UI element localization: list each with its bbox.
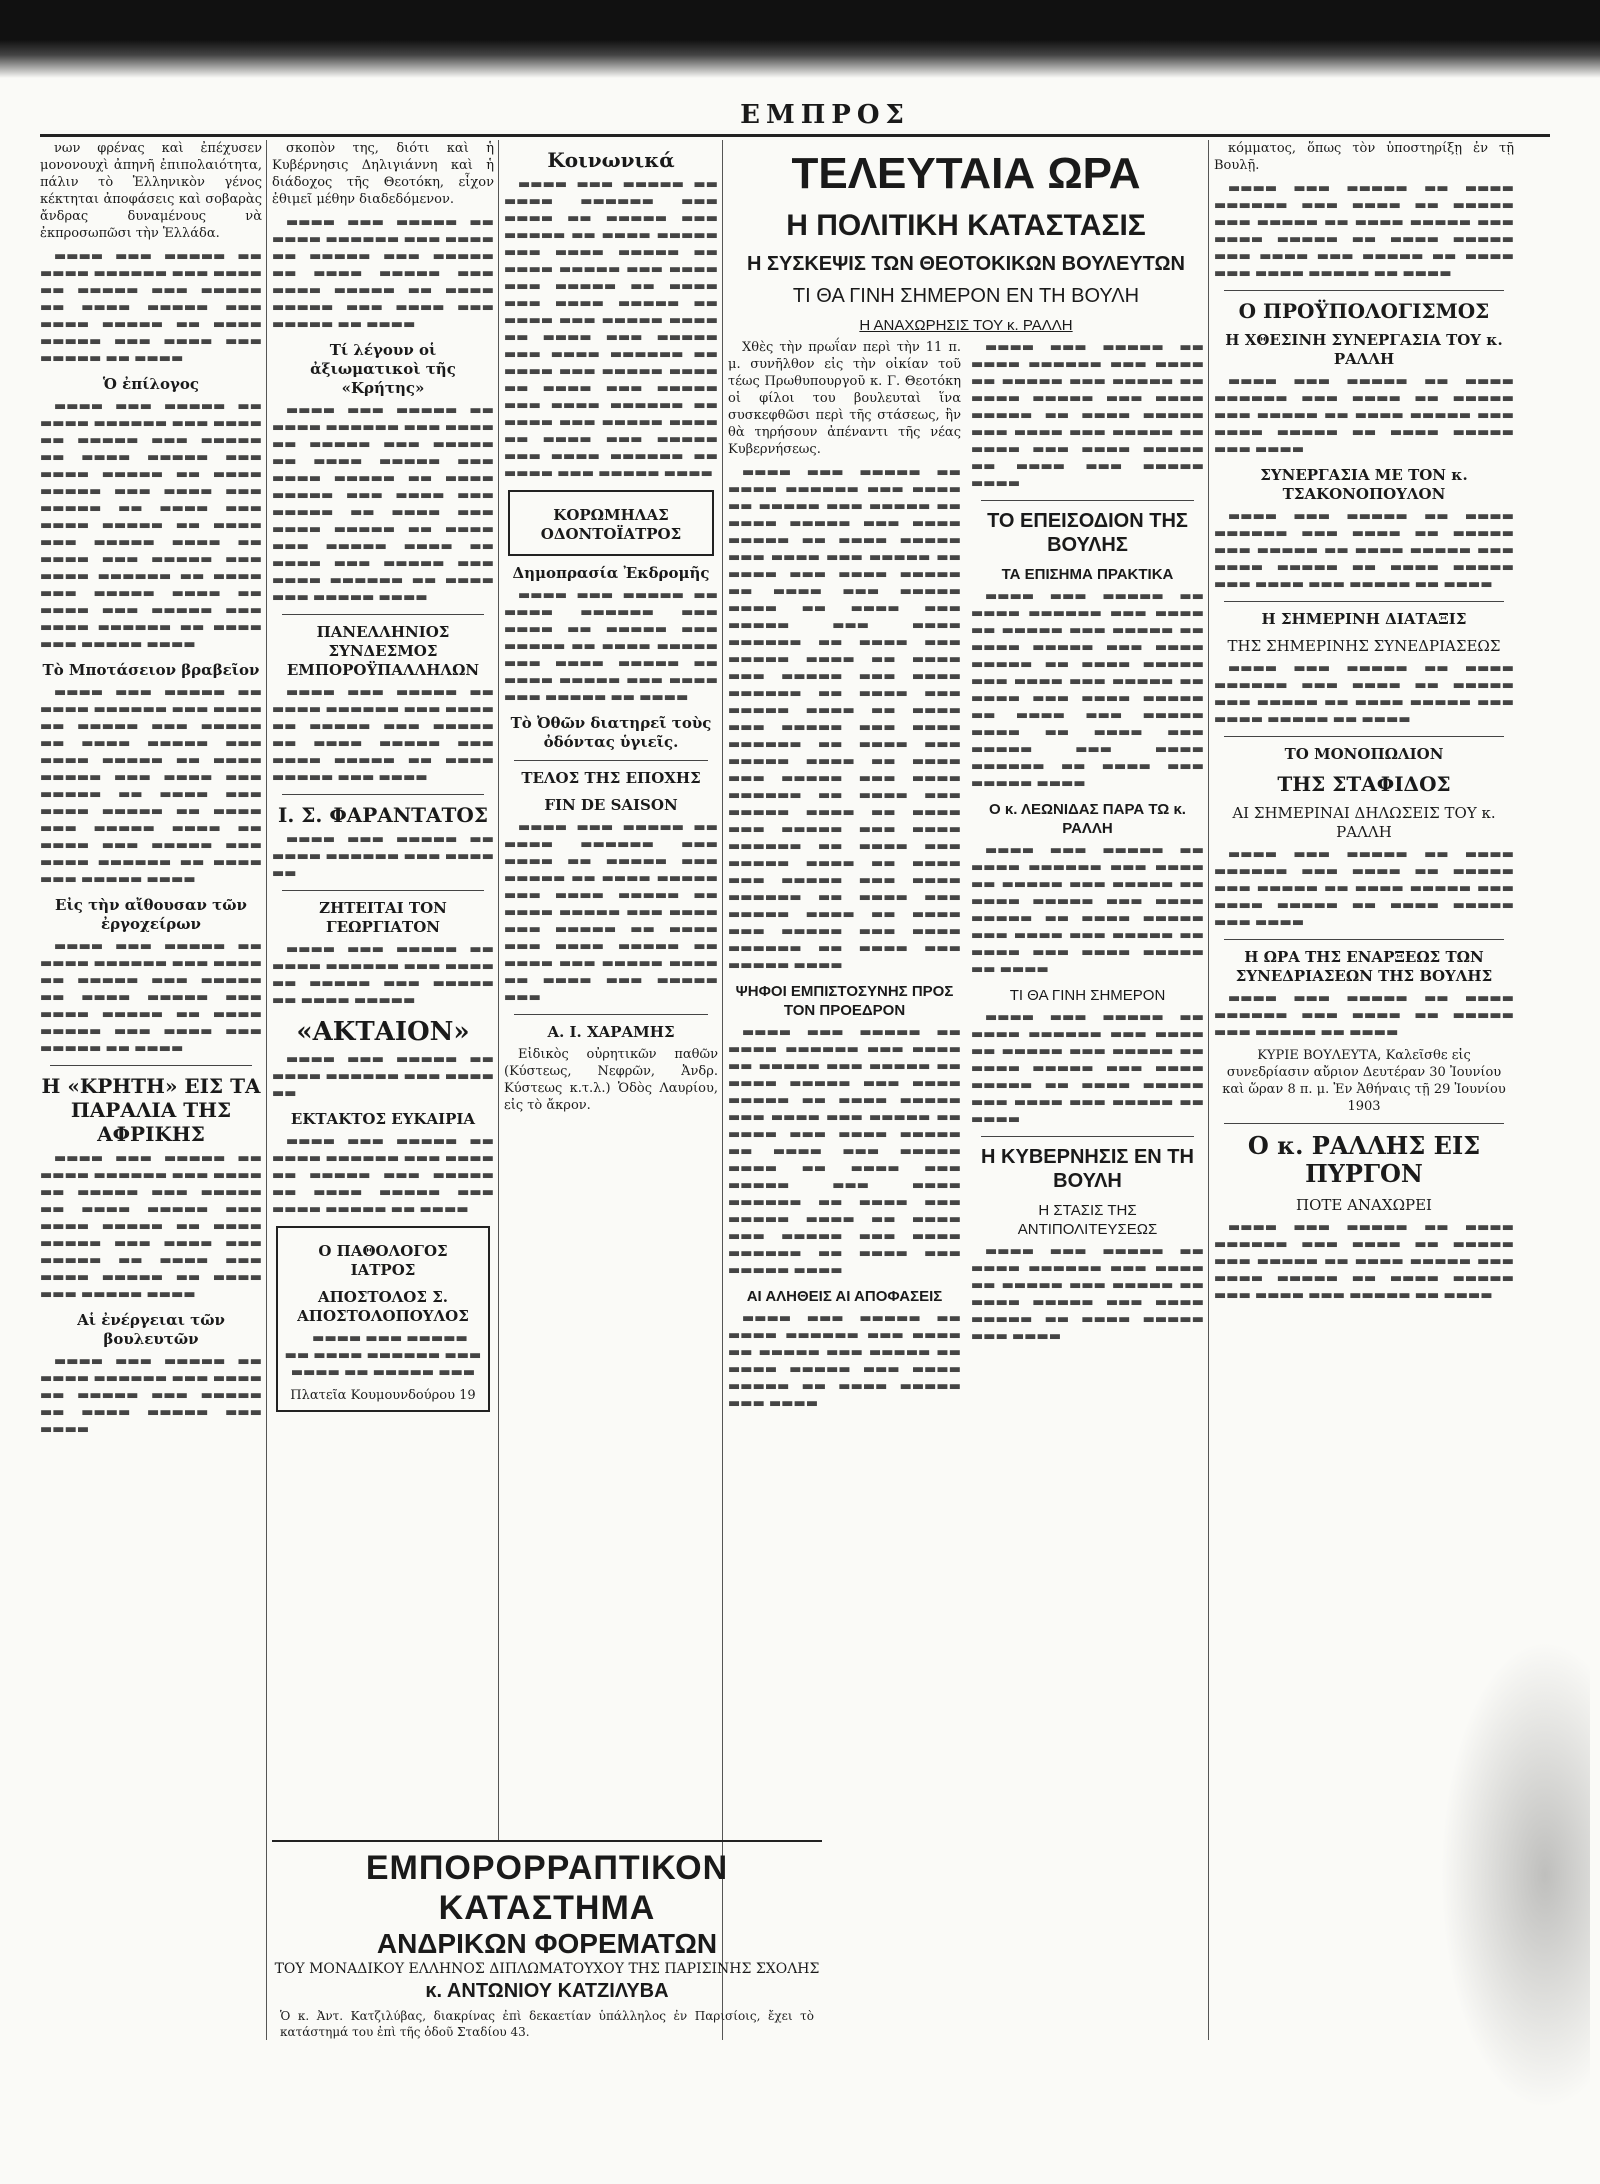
col1-filler-text: ▬▬▬▬ ▬▬▬ ▬▬▬▬▬ ▬▬ ▬▬▬▬ ▬▬▬▬▬▬ ▬▬▬ ▬▬▬▬ ▬▬ ▬▬▬▬▬ ▬▬▬ ▬▬▬▬▬ ▬▬ ▬▬▬▬ ▬▬▬▬▬ ▬▬▬ ▬▬▬▬ ▬▬▬▬▬ ▬▬ ▬▬▬▬ ▬▬▬▬▬ ▬▬▬ ▬▬▬▬ ▬▬▬ ▬▬▬▬▬ ▬▬ ▬▬▬▬ [40,249,262,366]
col1-filler-text: ▬▬▬▬ ▬▬▬ ▬▬▬▬▬ ▬▬ ▬▬▬▬ ▬▬▬▬▬▬ ▬▬▬ ▬▬▬▬ ▬▬ ▬▬▬▬▬ ▬▬▬ ▬▬▬▬▬ ▬▬ ▬▬▬▬ ▬▬▬▬▬ ▬▬▬ ▬▬▬▬ ▬▬▬▬▬ ▬▬ ▬▬▬▬ ▬▬▬▬▬ ▬▬▬ ▬▬▬▬ ▬▬▬ ▬▬▬▬▬ ▬▬ ▬▬▬▬ [40,939,262,1056]
right-heading-agenda: Η ΣΗΜΕΡΙΝΗ ΔΙΑΤΑΞΙΣ [1261,610,1467,628]
column-1 [40,140,262,2060]
central-lead: Χθὲς τὴν πρωΐαν περὶ τὴν 11 π. μ. συνῆλθον εἰς τὴν οἰκίαν τοῦ τέως Πρωθυπουργοῦ κ. Γ. Θεοτόκη οἱ φίλοι του βουλευταὶ ἵνα συσκεφθῶσι περὶ τῆς στάσεως, ἣν θὰ τηρήσουν ἀπέναντι τῆς νέας Κυβερνήσεως. [728,340,961,457]
central-heading-opposition: Η ΣΤΑΣΙΣ ΤΗΣ ΑΝΤΙΠΟΛΙΤΕΥΣΕΩΣ [1017,1202,1158,1238]
central-filler-text: ▬▬▬▬ ▬▬▬ ▬▬▬▬▬ ▬▬ ▬▬▬▬ ▬▬▬▬▬▬ ▬▬▬ ▬▬▬▬ ▬▬ ▬▬▬▬▬ ▬▬▬ ▬▬▬▬▬ ▬▬ ▬▬▬▬ ▬▬▬▬▬ ▬▬▬ ▬▬▬▬ ▬▬▬▬▬ ▬▬ ▬▬▬▬ ▬▬▬▬▬ ▬▬▬ ▬▬▬▬ ▬▬▬ ▬▬▬▬▬ ▬▬ ▬▬▬▬ [971,1010,1204,1127]
right-filler-text: ▬▬▬▬ ▬▬▬ ▬▬▬▬▬ ▬▬ ▬▬▬▬ ▬▬▬▬▬▬ ▬▬▬ ▬▬▬▬ ▬▬ ▬▬▬▬▬ ▬▬▬ ▬▬▬▬▬ ▬▬ ▬▬▬▬ ▬▬▬▬▬ ▬▬▬ ▬▬▬▬ ▬▬▬▬▬ ▬▬ ▬▬▬▬ [1214,661,1514,727]
col2-divider [282,614,484,615]
central-heading-leonidas: Ο κ. ΛΕΩΝΙΔΑΣ ΠΑΡΑ ΤΩ κ. ΡΑΛΛΗ [989,801,1186,837]
col2-divider [282,890,484,891]
right-intro: κόμματος, ὅπως τὸν ὑποστηρίξῃ ἐν τῇ Βουλῇ. [1214,141,1514,173]
right-divider [1224,601,1504,602]
right-heading-currants: ΤΗΣ ΣΤΑΦΙΔΟΣ [1277,772,1451,796]
col2-divider [282,794,484,795]
col2-heading-officers: Τί λέγουν οἱ ἀξιωματικοὶ τῆς «Κρήτης» [310,341,456,397]
col2-filler-text: ▬▬▬▬ ▬▬▬ ▬▬▬▬▬ ▬▬ ▬▬▬▬ ▬▬▬▬▬▬ ▬▬▬ ▬▬▬▬ ▬▬ [272,1052,494,1101]
col2-filler-text: ▬▬▬▬ ▬▬▬ ▬▬▬▬▬ ▬▬ ▬▬▬▬ ▬▬▬▬▬▬ ▬▬▬ ▬▬▬▬ ▬▬ ▬▬▬▬▬ ▬▬▬ ▬▬▬▬▬ ▬▬ ▬▬▬▬ ▬▬▬▬▬ [272,942,494,1008]
central-filler-text: ▬▬▬▬ ▬▬▬ ▬▬▬▬▬ ▬▬ ▬▬▬▬ ▬▬▬▬▬▬ ▬▬▬ ▬▬▬▬ ▬▬ ▬▬▬▬▬ ▬▬▬ ▬▬▬▬▬ ▬▬ ▬▬▬▬ ▬▬▬▬▬ ▬▬▬ ▬▬▬▬ ▬▬▬▬▬ ▬▬ ▬▬▬▬ ▬▬▬▬▬ ▬▬▬ ▬▬▬▬ [728,1311,961,1411]
central-section [728,140,1204,2060]
central-heading-today: ΤΙ ΘΑ ΓΙΝΗ ΣΗΜΕΡΟΝ ΕΝ ΤΗ ΒΟΥΛΗ [792,285,1140,307]
column-rule [1208,140,1209,2040]
col3-dentist-ad [508,490,714,556]
tailor-ad-line2: ΑΝΔΡΙΚΩΝ ΦΟΡΕΜΑΤΩΝ [376,1928,718,1959]
right-filler-text: ▬▬▬▬ ▬▬▬ ▬▬▬▬▬ ▬▬ ▬▬▬▬ ▬▬▬▬▬▬ ▬▬▬ ▬▬▬▬ ▬▬ ▬▬▬▬▬ ▬▬▬ ▬▬▬▬▬ ▬▬ ▬▬▬▬ ▬▬▬▬▬ ▬▬▬ ▬▬▬▬ ▬▬▬▬▬ ▬▬ ▬▬▬▬ ▬▬▬▬▬ ▬▬▬ ▬▬▬▬ ▬▬▬ ▬▬▬▬▬ ▬▬ ▬▬▬▬ ▬▬▬ ▬▬▬▬ ▬▬▬▬▬ ▬▬ ▬▬▬▬ [1214,181,1514,281]
right-filler-text: ▬▬▬▬ ▬▬▬ ▬▬▬▬▬ ▬▬ ▬▬▬▬ ▬▬▬▬▬▬ ▬▬▬ ▬▬▬▬ ▬▬ ▬▬▬▬▬ ▬▬▬ ▬▬▬▬▬ ▬▬ ▬▬▬▬ [1214,991,1514,1040]
col2-filler-text: ▬▬▬▬ ▬▬▬ ▬▬▬▬▬ ▬▬ ▬▬▬▬ ▬▬▬▬▬▬ ▬▬▬ ▬▬▬▬ ▬▬ ▬▬▬▬▬ ▬▬▬ ▬▬▬▬▬ ▬▬ ▬▬▬▬ ▬▬▬▬▬ ▬▬▬ ▬▬▬▬ ▬▬▬▬▬ ▬▬ ▬▬▬▬ ▬▬▬▬▬ ▬▬▬ ▬▬▬▬ ▬▬▬ ▬▬▬▬▬ ▬▬ ▬▬▬▬ [272,215,494,332]
col3-filler-text: ▬▬▬▬ ▬▬▬ ▬▬▬▬▬ ▬▬ ▬▬▬▬ ▬▬▬▬▬▬ ▬▬▬ ▬▬▬▬ ▬▬ ▬▬▬▬▬ ▬▬▬ ▬▬▬▬▬ ▬▬ ▬▬▬▬ ▬▬▬▬▬ ▬▬▬ ▬▬▬▬ ▬▬▬▬▬ ▬▬ ▬▬▬▬ ▬▬▬▬▬ ▬▬▬ ▬▬▬▬ ▬▬▬ ▬▬▬▬▬ ▬▬ ▬▬▬▬ ▬▬▬ ▬▬▬▬ ▬▬▬▬▬ ▬▬ ▬▬▬▬ ▬▬▬ ▬▬▬▬▬ ▬▬▬▬ ▬▬ ▬▬▬▬ ▬▬▬ ▬▬▬▬▬ ▬▬▬ ▬▬▬▬ ▬▬▬▬▬▬ ▬▬ ▬▬▬▬ ▬▬▬ ▬▬▬▬▬ ▬▬▬▬ ▬▬ ▬▬▬▬ ▬▬▬ ▬▬▬▬▬ ▬▬▬ ▬▬▬▬ ▬▬▬▬▬▬ ▬▬ ▬▬▬▬ ▬▬▬ ▬▬▬▬▬ ▬▬▬▬ ▬▬ ▬▬▬▬ ▬▬▬ ▬▬▬▬▬ ▬▬▬ ▬▬▬▬ ▬▬▬▬▬▬ ▬▬ ▬▬▬▬ ▬▬▬ ▬▬▬▬▬ ▬▬▬▬ [504,177,718,481]
central-filler-text: ▬▬▬▬ ▬▬▬ ▬▬▬▬▬ ▬▬ ▬▬▬▬ ▬▬▬▬▬▬ ▬▬▬ ▬▬▬▬ ▬▬ ▬▬▬▬▬ ▬▬▬ ▬▬▬▬▬ ▬▬ ▬▬▬▬ ▬▬▬▬▬ ▬▬▬ ▬▬▬▬ ▬▬▬▬▬ ▬▬ ▬▬▬▬ ▬▬▬▬▬ ▬▬▬ ▬▬▬▬ ▬▬▬ ▬▬▬▬▬ ▬▬ ▬▬▬▬ ▬▬▬ ▬▬▬▬ ▬▬▬▬▬ ▬▬ ▬▬▬▬ ▬▬▬ ▬▬▬▬▬ ▬▬▬▬ [971,340,1204,491]
tailor-ad-line1: ΕΜΠΟΡΟΡΡΑΠΤΙΚΟΝ ΚΑΤΑΣΤΗΜΑ [365,1849,729,1927]
central-heading-votes: ΨΗΦΟΙ ΕΜΠΙΣΤΟΣΥΝΗΣ ΠΡΟΣ ΤΟΝ ΠΡΟΕΔΡΟΝ [735,983,954,1019]
doctor-ad-filler: ▬▬▬▬ ▬▬▬ ▬▬▬▬▬ ▬▬ ▬▬▬▬ ▬▬▬▬▬▬ ▬▬▬ ▬▬▬▬ ▬▬ ▬▬▬▬▬ ▬▬▬ [284,1331,482,1380]
right-filler-text: ▬▬▬▬ ▬▬▬ ▬▬▬▬▬ ▬▬ ▬▬▬▬ ▬▬▬▬▬▬ ▬▬▬ ▬▬▬▬ ▬▬ ▬▬▬▬▬ ▬▬▬ ▬▬▬▬▬ ▬▬ ▬▬▬▬ ▬▬▬▬▬ ▬▬▬ ▬▬▬▬ ▬▬▬▬▬ ▬▬ ▬▬▬▬ ▬▬▬▬▬ ▬▬▬ ▬▬▬▬ ▬▬▬ ▬▬▬▬▬ ▬▬ ▬▬▬▬ [1214,509,1514,592]
central-heading-last-hour: ΤΕΛΕΥΤΑΙΑ ΩΡΑ [791,149,1141,198]
col2-filler-text: ▬▬▬▬ ▬▬▬ ▬▬▬▬▬ ▬▬ ▬▬▬▬ ▬▬▬▬▬▬ ▬▬▬ ▬▬▬▬ ▬▬ ▬▬▬▬▬ ▬▬▬ ▬▬▬▬▬ ▬▬ ▬▬▬▬ ▬▬▬▬▬ ▬▬▬ ▬▬▬▬ ▬▬▬▬▬ ▬▬ ▬▬▬▬ [272,1134,494,1217]
central-heading-meeting: Η ΣΥΣΚΕΨΙΣ ΤΩΝ ΘΕΟΤΟΚΙΚΩΝ ΒΟΥΛΕΥΤΩΝ [747,253,1185,275]
column-2 [272,140,494,1830]
right-divider [1224,1123,1504,1124]
doctor-ad-name: ΑΠΟΣΤΟΛΟΣ Σ. ΑΠΟΣΤΟΛΟΠΟΥΛΟΣ [297,1288,469,1325]
central-heading-episode: ΤΟ ΕΠΕΙΣΟΔΙΟΝ ΤΗΣ ΒΟΥΛΗΣ [987,510,1188,556]
right-heading-budget: Ο ΠΡΟΫΠΟΛΟΓΙΣΜΟΣ [1238,299,1490,323]
col1-filler-text: ▬▬▬▬ ▬▬▬ ▬▬▬▬▬ ▬▬ ▬▬▬▬ ▬▬▬▬▬▬ ▬▬▬ ▬▬▬▬ ▬▬ ▬▬▬▬▬ ▬▬▬ ▬▬▬▬▬ ▬▬ ▬▬▬▬ ▬▬▬▬▬ ▬▬▬ ▬▬▬▬ [40,1354,262,1437]
right-divider [1224,290,1504,291]
tailor-ad-line4: κ. ΑΝΤΩΝΙΟΥ ΚΑΤΖΙΛΥΒΑ [425,1980,669,2002]
column-3 [504,140,718,1830]
col2-heading-opportunity: ΕΚΤΑΚΤΟΣ ΕΥΚΑΙΡΙΑ [290,1110,476,1128]
central-heading-minutes: ΤΑ ΕΠΙΣΗΜΑ ΠΡΑΚΤΙΚΑ [1001,566,1174,583]
central-heading-political-situation: Η ΠΟΛΙΤΙΚΗ ΚΑΤΑΣΤΑΣΙΣ [786,209,1146,242]
central-heading-government: Η ΚΥΒΕΡΝΗΣΙΣ ΕΝ ΤΗ ΒΟΥΛΗ [981,1146,1194,1192]
right-filler-text: ▬▬▬▬ ▬▬▬ ▬▬▬▬▬ ▬▬ ▬▬▬▬ ▬▬▬▬▬▬ ▬▬▬ ▬▬▬▬ ▬▬ ▬▬▬▬▬ ▬▬▬ ▬▬▬▬▬ ▬▬ ▬▬▬▬ ▬▬▬▬▬ ▬▬▬ ▬▬▬▬ ▬▬▬▬▬ ▬▬ ▬▬▬▬ ▬▬▬▬▬ ▬▬▬ ▬▬▬▬ [1214,374,1514,457]
right-heading-statements: ΑΙ ΣΗΜΕΡΙΝΑΙ ΔΗΛΩΣΕΙΣ ΤΟΥ κ. ΡΑΛΛΗ [1232,804,1496,841]
col1-heading-mps: Αἱ ἐνέργειαι τῶν βουλευτῶν [77,1311,225,1348]
col1-heading-handicrafts: Εἰς τὴν αἴθουσαν τῶν ἐργοχείρων [55,896,247,933]
central-filler-text: ▬▬▬▬ ▬▬▬ ▬▬▬▬▬ ▬▬ ▬▬▬▬ ▬▬▬▬▬▬ ▬▬▬ ▬▬▬▬ ▬▬ ▬▬▬▬▬ ▬▬▬ ▬▬▬▬▬ ▬▬ ▬▬▬▬ ▬▬▬▬▬ ▬▬▬ ▬▬▬▬ ▬▬▬▬▬ ▬▬ ▬▬▬▬ ▬▬▬▬▬ ▬▬▬ ▬▬▬▬ ▬▬▬ ▬▬▬▬▬ ▬▬ ▬▬▬▬ ▬▬▬ ▬▬▬▬ ▬▬▬▬▬ ▬▬ ▬▬▬▬ [971,843,1204,977]
central-heading-departure: Η ΑΝΑΧΩΡΗΣΙΣ ΤΟΥ κ. ΡΑΛΛΗ [859,317,1073,334]
column-rule [266,140,267,2040]
doctor-ad-address: Πλατεῖα Κουμουνδούρου 19 [290,1388,476,1403]
col3-heading-fin-de-saison: FIN DE SAISON [544,796,678,814]
right-heading-tsakonopoulos: ΣΥΝΕΡΓΑΣΙΑ ΜΕ ΤΟΝ κ. ΤΣΑΚΟΝΟΠΟΥΛΟΝ [1260,466,1468,503]
col3-heading-social: Κοινωνικά [547,148,675,172]
col1-heading-prize: Τὸ Μποτάσειον βραβεῖον [42,661,260,679]
col3-filler-text: ▬▬▬▬ ▬▬▬ ▬▬▬▬▬ ▬▬ ▬▬▬▬ ▬▬▬▬▬▬ ▬▬▬ ▬▬▬▬ ▬▬ ▬▬▬▬▬ ▬▬▬ ▬▬▬▬▬ ▬▬ ▬▬▬▬ ▬▬▬▬▬ ▬▬▬ ▬▬▬▬ ▬▬▬▬▬ ▬▬ ▬▬▬▬ ▬▬▬▬▬ ▬▬▬ ▬▬▬▬ ▬▬▬ ▬▬▬▬▬ ▬▬ ▬▬▬▬ [504,588,718,705]
col3-filler-text: ▬▬▬▬ ▬▬▬ ▬▬▬▬▬ ▬▬ ▬▬▬▬ ▬▬▬▬▬▬ ▬▬▬ ▬▬▬▬ ▬▬ ▬▬▬▬▬ ▬▬▬ ▬▬▬▬▬ ▬▬ ▬▬▬▬ ▬▬▬▬▬ ▬▬▬ ▬▬▬▬ ▬▬▬▬▬ ▬▬ ▬▬▬▬ ▬▬▬▬▬ ▬▬▬ ▬▬▬▬ ▬▬▬ ▬▬▬▬▬ ▬▬ ▬▬▬▬ ▬▬▬ ▬▬▬▬ ▬▬▬▬▬ ▬▬ ▬▬▬▬ ▬▬▬ ▬▬▬▬▬ ▬▬▬▬ ▬▬ ▬▬▬▬ ▬▬▬ ▬▬▬▬▬ ▬▬▬ [504,820,718,1005]
torn-top-edge [0,0,1600,80]
central-heading-decisions: ΑΙ ΑΛΗΘΕΙΣ ΑΙ ΑΠΟΦΑΣΕΙΣ [746,1288,943,1305]
right-heading-agenda-sub: ΤΗΣ ΣΗΜΕΡΙΝΗΣ ΣΥΝΕΔΡΙΑΣΕΩΣ [1227,637,1501,655]
tailor-ad-line3: ΤΟΥ ΜΟΝΑΔΙΚΟΥ ΕΛΛΗΝΟΣ ΔΙΠΛΩΜΑΤΟΥΧΟΥ ΤΗΣ ΠΑΡΙΣΙΝΗΣ ΣΧΟΛΗΣ [274,1961,820,1977]
central-right-column [971,339,1204,1418]
central-heading-today-small: ΤΙ ΘΑ ΓΙΝΗ ΣΗΜΕΡΟΝ [1009,987,1166,1004]
col1-heading-epilogue: Ὁ ἐπίλογος [102,375,200,393]
central-divider [981,500,1194,501]
central-left-column [728,339,961,1418]
col1-intro: νων φρένας καὶ ἐπέχυσεν μονονουχὶ ἀπηνῆ ἐπιπολαιότητα, πάλιν τὸ Ἑλληνικὸν γένος κέκτηται ἀποφάσεις καὶ σοβαρὰς ἄνδρας δυναμένους νὰ ἐκπροσωπῶσι τὴν Ἑλλάδα. [40,141,262,241]
col2-heading-union: ΠΑΝΕΛΛΗΝΙΟΣ ΣΥΝΔΕΣΜΟΣ ΕΜΠΟΡΟΫΠΑΛΛΗΛΩΝ [286,623,480,679]
col1-filler-text: ▬▬▬▬ ▬▬▬ ▬▬▬▬▬ ▬▬ ▬▬▬▬ ▬▬▬▬▬▬ ▬▬▬ ▬▬▬▬ ▬▬ ▬▬▬▬▬ ▬▬▬ ▬▬▬▬▬ ▬▬ ▬▬▬▬ ▬▬▬▬▬ ▬▬▬ ▬▬▬▬ ▬▬▬▬▬ ▬▬ ▬▬▬▬ ▬▬▬▬▬ ▬▬▬ ▬▬▬▬ ▬▬▬ ▬▬▬▬▬ ▬▬ ▬▬▬▬ ▬▬▬ ▬▬▬▬ ▬▬▬▬▬ ▬▬ ▬▬▬▬ ▬▬▬ ▬▬▬▬▬ ▬▬▬▬ [40,1151,262,1302]
col1-heading-krete: Η «ΚΡΗΤΗ» ΕΙΣ ΤΑ ΠΑΡΑΛΙΑ ΤΗΣ ΑΦΡΙΚΗΣ [41,1074,261,1146]
col3-divider [514,760,708,761]
col2-filler-text: ▬▬▬▬ ▬▬▬ ▬▬▬▬▬ ▬▬ ▬▬▬▬ ▬▬▬▬▬▬ ▬▬▬ ▬▬▬▬ ▬▬ ▬▬▬▬▬ ▬▬▬ ▬▬▬▬▬ ▬▬ ▬▬▬▬ ▬▬▬▬▬ ▬▬▬ ▬▬▬▬ ▬▬▬▬▬ ▬▬ ▬▬▬▬ ▬▬▬▬▬ ▬▬▬ ▬▬▬▬ ▬▬▬ ▬▬▬▬▬ ▬▬ ▬▬▬▬ ▬▬▬ ▬▬▬▬ ▬▬▬▬▬ ▬▬ ▬▬▬▬ ▬▬▬ ▬▬▬▬▬ ▬▬▬▬ ▬▬ ▬▬▬▬ ▬▬▬ ▬▬▬▬▬ ▬▬▬ ▬▬▬▬ ▬▬▬▬▬▬ ▬▬ ▬▬▬▬ ▬▬▬ ▬▬▬▬▬ ▬▬▬▬ [272,403,494,605]
central-filler-text: ▬▬▬▬ ▬▬▬ ▬▬▬▬▬ ▬▬ ▬▬▬▬ ▬▬▬▬▬▬ ▬▬▬ ▬▬▬▬ ▬▬ ▬▬▬▬▬ ▬▬▬ ▬▬▬▬▬ ▬▬ ▬▬▬▬ ▬▬▬▬▬ ▬▬▬ ▬▬▬▬ ▬▬▬▬▬ ▬▬ ▬▬▬▬ ▬▬▬▬▬ ▬▬▬ ▬▬▬▬ ▬▬▬ ▬▬▬▬▬ ▬▬ ▬▬▬▬ ▬▬▬ ▬▬▬▬ ▬▬▬▬▬ ▬▬ ▬▬▬▬ ▬▬▬ ▬▬▬▬▬ ▬▬▬▬ ▬▬ ▬▬▬▬ ▬▬▬ ▬▬▬▬▬ ▬▬▬ ▬▬▬▬ ▬▬▬▬▬▬ ▬▬ ▬▬▬▬ ▬▬▬ ▬▬▬▬▬ ▬▬▬▬ ▬▬ ▬▬▬▬ ▬▬▬ ▬▬▬▬▬ ▬▬▬ ▬▬▬▬ ▬▬▬▬▬▬ ▬▬ ▬▬▬▬ ▬▬▬ ▬▬▬▬▬ ▬▬▬▬ ▬▬ ▬▬▬▬ ▬▬▬ ▬▬▬▬▬ ▬▬▬ ▬▬▬▬ ▬▬▬▬▬▬ ▬▬ ▬▬▬▬ ▬▬▬ ▬▬▬▬▬ ▬▬▬▬ ▬▬ ▬▬▬▬ ▬▬▬ ▬▬▬▬▬ ▬▬▬ ▬▬▬▬ ▬▬▬▬▬▬ ▬▬ ▬▬▬▬ ▬▬▬ ▬▬▬▬▬ ▬▬▬▬ ▬▬ ▬▬▬▬ ▬▬▬ ▬▬▬▬▬ ▬▬▬ ▬▬▬▬ ▬▬▬▬▬▬ ▬▬ ▬▬▬▬ ▬▬▬ ▬▬▬▬▬ ▬▬▬▬ ▬▬ ▬▬▬▬ ▬▬▬ ▬▬▬▬▬ ▬▬▬ ▬▬▬▬ ▬▬▬▬▬▬ ▬▬ ▬▬▬▬ ▬▬▬ ▬▬▬▬▬ ▬▬▬▬ ▬▬ ▬▬▬▬ ▬▬▬ ▬▬▬▬▬ ▬▬▬ ▬▬▬▬ ▬▬▬▬▬▬ ▬▬ ▬▬▬▬ ▬▬▬ ▬▬▬▬▬ ▬▬▬▬ [728,465,961,973]
col3-divider [514,1014,708,1015]
col3-ad-charamis-text: Εἰδικὸς οὐρητικῶν παθῶν (Κύστεως, Νεφρῶν, Ἀνδρ. Κύστεως κ.τ.λ.) Ὁδὸς Λαυρίου, εἰς τὸ ἄκρον. [504,1047,718,1113]
central-filler-text: ▬▬▬▬ ▬▬▬ ▬▬▬▬▬ ▬▬ ▬▬▬▬ ▬▬▬▬▬▬ ▬▬▬ ▬▬▬▬ ▬▬ ▬▬▬▬▬ ▬▬▬ ▬▬▬▬▬ ▬▬ ▬▬▬▬ ▬▬▬▬▬ ▬▬▬ ▬▬▬▬ ▬▬▬▬▬ ▬▬ ▬▬▬▬ ▬▬▬▬▬ ▬▬▬ ▬▬▬▬ ▬▬▬ ▬▬▬▬▬ ▬▬ ▬▬▬▬ ▬▬▬ ▬▬▬▬ ▬▬▬▬▬ ▬▬ ▬▬▬▬ ▬▬▬ ▬▬▬▬▬ ▬▬▬▬ ▬▬ ▬▬▬▬ ▬▬▬ ▬▬▬▬▬ ▬▬▬ ▬▬▬▬ ▬▬▬▬▬▬ ▬▬ ▬▬▬▬ ▬▬▬ ▬▬▬▬▬ ▬▬▬▬ ▬▬ ▬▬▬▬ ▬▬▬ ▬▬▬▬▬ ▬▬▬ ▬▬▬▬ ▬▬▬▬▬▬ ▬▬ ▬▬▬▬ ▬▬▬ ▬▬▬▬▬ ▬▬▬▬ [728,1025,961,1278]
right-heading-start-hour: Η ΩΡΑ ΤΗΣ ΕΝΑΡΞΕΩΣ ΤΩΝ ΣΥΝΕΔΡΙΑΣΕΩΝ ΤΗΣ ΒΟΥΛΗΣ [1235,948,1493,985]
col3-ad-othon: Τὸ Ὀθῶν διατηρεῖ τοὺς ὀδόντας ὑγιεῖς. [510,714,712,751]
column-rule [498,140,499,1840]
col2-filler-text: ▬▬▬▬ ▬▬▬ ▬▬▬▬▬ ▬▬ ▬▬▬▬ ▬▬▬▬▬▬ ▬▬▬ ▬▬▬▬ ▬▬ ▬▬▬▬▬ ▬▬▬ ▬▬▬▬▬ ▬▬ ▬▬▬▬ ▬▬▬▬▬ ▬▬▬ ▬▬▬▬ ▬▬▬▬▬ ▬▬ ▬▬▬▬ ▬▬▬▬▬ ▬▬▬ ▬▬▬▬ [272,685,494,785]
col1-filler-text: ▬▬▬▬ ▬▬▬ ▬▬▬▬▬ ▬▬ ▬▬▬▬ ▬▬▬▬▬▬ ▬▬▬ ▬▬▬▬ ▬▬ ▬▬▬▬▬ ▬▬▬ ▬▬▬▬▬ ▬▬ ▬▬▬▬ ▬▬▬▬▬ ▬▬▬ ▬▬▬▬ ▬▬▬▬▬ ▬▬ ▬▬▬▬ ▬▬▬▬▬ ▬▬▬ ▬▬▬▬ ▬▬▬ ▬▬▬▬▬ ▬▬ ▬▬▬▬ ▬▬▬ ▬▬▬▬ ▬▬▬▬▬ ▬▬ ▬▬▬▬ ▬▬▬ ▬▬▬▬▬ ▬▬▬▬ ▬▬ ▬▬▬▬ ▬▬▬ ▬▬▬▬▬ ▬▬▬ ▬▬▬▬ ▬▬▬▬▬▬ ▬▬ ▬▬▬▬ ▬▬▬ ▬▬▬▬▬ ▬▬▬▬ ▬▬ ▬▬▬▬ ▬▬▬ ▬▬▬▬▬ ▬▬▬ ▬▬▬▬ ▬▬▬▬▬▬ ▬▬ ▬▬▬▬ ▬▬▬ ▬▬▬▬▬ ▬▬▬▬ [40,399,262,652]
right-heading-monopoly: ΤΟ ΜΟΝΟΠΩΛΙΟΝ [1284,745,1444,763]
central-filler-text: ▬▬▬▬ ▬▬▬ ▬▬▬▬▬ ▬▬ ▬▬▬▬ ▬▬▬▬▬▬ ▬▬▬ ▬▬▬▬ ▬▬ ▬▬▬▬▬ ▬▬▬ ▬▬▬▬▬ ▬▬ ▬▬▬▬ ▬▬▬▬▬ ▬▬▬ ▬▬▬▬ ▬▬▬▬▬ ▬▬ ▬▬▬▬ ▬▬▬▬▬ ▬▬▬ ▬▬▬▬ ▬▬▬ ▬▬▬▬▬ ▬▬ ▬▬▬▬ ▬▬▬ ▬▬▬▬ ▬▬▬▬▬ ▬▬ ▬▬▬▬ ▬▬▬ ▬▬▬▬▬ ▬▬▬▬ ▬▬ ▬▬▬▬ ▬▬▬ ▬▬▬▬▬ ▬▬▬ ▬▬▬▬ ▬▬▬▬▬▬ ▬▬ ▬▬▬▬ ▬▬▬ ▬▬▬▬▬ ▬▬▬▬ [971,589,1204,791]
right-heading-departure: ΠΟΤΕ ΑΝΑΧΩΡΕΙ [1296,1196,1432,1214]
right-divider [1224,939,1504,940]
col2-intro: σκοπὸν της, διότι καὶ ἡ Κυβέρνησις Δηλιγιάννη καὶ ἡ διάδοχος τῆς Θεοτόκη, εἶχον ἐθιμεῖ μέθην διαδεδόμενον. [272,141,494,207]
col2-heading-georgiatos: ΖΗΤΕΙΤΑΙ ΤΟΝ ΓΕΩΡΓΙΑΤΟΝ [319,899,447,936]
col2-ad-aktaion: «ΑΚΤΑΙΟΝ» [296,1017,470,1047]
masthead: ΕΜΠΡΟΣ [740,100,910,130]
dentist-ad-title: ΚΟΡΩΜΗΛΑΣ ΟΔΟΝΤΟΪΑΤΡΟΣ [540,506,682,543]
col2-doctor-ad [276,1226,490,1412]
right-divider [1224,736,1504,737]
col2-filler-text: ▬▬▬▬ ▬▬▬ ▬▬▬▬▬ ▬▬ ▬▬▬▬ ▬▬▬▬▬▬ ▬▬▬ ▬▬▬▬ ▬▬ [272,832,494,881]
column-rule [722,140,723,2040]
central-filler-text: ▬▬▬▬ ▬▬▬ ▬▬▬▬▬ ▬▬ ▬▬▬▬ ▬▬▬▬▬▬ ▬▬▬ ▬▬▬▬ ▬▬ ▬▬▬▬▬ ▬▬▬ ▬▬▬▬▬ ▬▬ ▬▬▬▬ ▬▬▬▬▬ ▬▬▬ ▬▬▬▬ ▬▬▬▬▬ ▬▬ ▬▬▬▬ ▬▬▬▬▬ ▬▬▬ ▬▬▬▬ [971,1244,1204,1344]
paper-stain [1440,1640,1590,2110]
central-two-columns [728,339,1204,1418]
col1-filler-text: ▬▬▬▬ ▬▬▬ ▬▬▬▬▬ ▬▬ ▬▬▬▬ ▬▬▬▬▬▬ ▬▬▬ ▬▬▬▬ ▬▬ ▬▬▬▬▬ ▬▬▬ ▬▬▬▬▬ ▬▬ ▬▬▬▬ ▬▬▬▬▬ ▬▬▬ ▬▬▬▬ ▬▬▬▬▬ ▬▬ ▬▬▬▬ ▬▬▬▬▬ ▬▬▬ ▬▬▬▬ ▬▬▬ ▬▬▬▬▬ ▬▬ ▬▬▬▬ ▬▬▬ ▬▬▬▬ ▬▬▬▬▬ ▬▬ ▬▬▬▬ ▬▬▬ ▬▬▬▬▬ ▬▬▬▬ ▬▬ ▬▬▬▬ ▬▬▬ ▬▬▬▬▬ ▬▬▬ ▬▬▬▬ ▬▬▬▬▬▬ ▬▬ ▬▬▬▬ ▬▬▬ ▬▬▬▬▬ ▬▬▬▬ [40,685,262,887]
right-heading-rallis: Ο κ. ΡΑΛΛΗΣ ΕΙΣ ΠΥΡΓΟΝ [1247,1131,1481,1188]
right-heading-cooperation: Η ΧΘΕΣΙΝΗ ΣΥΝΕΡΓΑΣΙΑ ΤΟΥ κ. ΡΑΛΛΗ [1225,331,1503,368]
tailor-advertisement [272,1840,822,2044]
col3-heading-season-end: ΤΕΛΟΣ ΤΗΣ ΕΠΟΧΗΣ [521,769,701,787]
right-summons: ΚΥΡΙΕ ΒΟΥΛΕΥΤΑ, Καλεῖσθε εἰς συνεδρίασιν αὔριον Δευτέραν 30 Ἰουνίου καὶ ὥραν 8 π. μ. Ἐν Ἀθήναις τῇ 29 Ἰουνίου 1903 [1222,1048,1506,1114]
tailor-ad-body: Ὁ κ. Ἀντ. Κατζιλύβας, διακρίνας ἐπὶ δεκαετίαν ὑπάλληλος ἐν Παρισίοις, ἔχει τὸ κατάστημά του ἐπὶ τῆς ὁδοῦ Σταδίου 43. [280,2009,814,2039]
col2-ad-farantatos: Ι. Σ. ΦΑΡΑΝΤΑΤΟΣ [278,803,488,827]
doctor-ad-title: Ο ΠΑΘΟΛΟΓΟΣ ΙΑΤΡΟΣ [318,1242,448,1279]
central-divider [981,1136,1194,1137]
masthead-rule [40,134,1550,137]
col3-heading-auction: Δημοπρασία Ἐκδρομῆς [512,564,710,582]
right-filler-text: ▬▬▬▬ ▬▬▬ ▬▬▬▬▬ ▬▬ ▬▬▬▬ ▬▬▬▬▬▬ ▬▬▬ ▬▬▬▬ ▬▬ ▬▬▬▬▬ ▬▬▬ ▬▬▬▬▬ ▬▬ ▬▬▬▬ ▬▬▬▬▬ ▬▬▬ ▬▬▬▬ ▬▬▬▬▬ ▬▬ ▬▬▬▬ ▬▬▬▬▬ ▬▬▬ ▬▬▬▬ [1214,847,1514,930]
col1-divider [50,1065,252,1066]
col3-ad-charamis: Α. Ι. ΧΑΡΑΜΗΣ [547,1023,675,1041]
right-filler-text: ▬▬▬▬ ▬▬▬ ▬▬▬▬▬ ▬▬ ▬▬▬▬ ▬▬▬▬▬▬ ▬▬▬ ▬▬▬▬ ▬▬ ▬▬▬▬▬ ▬▬▬ ▬▬▬▬▬ ▬▬ ▬▬▬▬ ▬▬▬▬▬ ▬▬▬ ▬▬▬▬ ▬▬▬▬▬ ▬▬ ▬▬▬▬ ▬▬▬▬▬ ▬▬▬ ▬▬▬▬ ▬▬▬ ▬▬▬▬▬ ▬▬ ▬▬▬▬ [1214,1220,1514,1303]
